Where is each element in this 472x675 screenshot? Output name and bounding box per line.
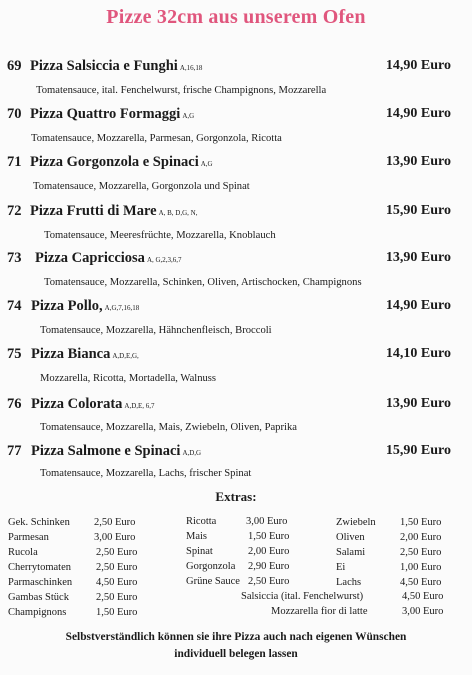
extra-name: Lachs bbox=[336, 577, 362, 588]
extra-name: Mais bbox=[186, 531, 207, 542]
extra-name: Rucola bbox=[8, 547, 38, 558]
extra-name: Oliven bbox=[336, 532, 365, 543]
item-description: Tomatensauce, Mozzarella, Lachs, frischer Spinat bbox=[40, 468, 252, 479]
menu-item-77 bbox=[0, 443, 472, 479]
item-allergens: A,G bbox=[200, 160, 213, 168]
item-price: 14,90 Euro bbox=[385, 58, 451, 73]
item-description: Tomatensauce, ital. Fenchelwurst, frische Champignons, Mozzarella bbox=[36, 85, 327, 96]
item-allergens: A,D,E,G, bbox=[112, 352, 139, 360]
extra-name: Parmaschinken bbox=[8, 577, 73, 588]
extra-price: 2,50 Euro bbox=[400, 547, 442, 558]
extra-name: Parmesan bbox=[8, 532, 49, 543]
extra-name: Gek. Schinken bbox=[8, 517, 70, 528]
item-number: 76 bbox=[7, 396, 22, 412]
item-price: 14,10 Euro bbox=[385, 346, 451, 361]
item-price: 13,90 Euro bbox=[385, 154, 451, 169]
item-allergens: A, B, D,G, N, bbox=[158, 209, 198, 217]
item-name: Pizza Salsiccia e Funghi A,16,18 bbox=[30, 58, 203, 74]
item-name: Pizza Frutti di Mare A, B, D,G, N, bbox=[30, 203, 198, 219]
item-price: 13,90 Euro bbox=[385, 396, 451, 411]
extra-name: Mozzarella fior di latte bbox=[271, 606, 368, 617]
menu-item-72 bbox=[0, 203, 472, 241]
extra-name: Ricotta bbox=[186, 516, 217, 527]
item-allergens: A,G bbox=[182, 112, 195, 120]
menu-item-69 bbox=[0, 58, 472, 96]
item-description: Tomatensauce, Mozzarella, Parmesan, Gorgonzola, Ricotta bbox=[31, 133, 282, 144]
extras-title: Extras: bbox=[215, 489, 257, 504]
item-description: Tomatensauce, Mozzarella, Gorgonzola und Spinat bbox=[33, 181, 250, 192]
extra-price: 3,00 Euro bbox=[94, 532, 136, 543]
menu-title: Pizze 32cm aus unserem Ofen bbox=[106, 6, 366, 28]
item-name: Pizza Salmone e Spinaci A,D,G bbox=[31, 443, 202, 459]
item-description: Mozzarella, Ricotta, Mortadella, Walnuss bbox=[40, 373, 217, 384]
menu-item-73 bbox=[0, 250, 472, 288]
extra-name: Cherrytomaten bbox=[8, 562, 71, 573]
extra-price: 2,50 Euro bbox=[96, 562, 138, 573]
menu-item-76 bbox=[0, 396, 472, 433]
item-number: 71 bbox=[7, 154, 22, 170]
item-allergens: A,D,G bbox=[182, 449, 202, 457]
item-number: 75 bbox=[7, 346, 22, 362]
extra-price: 3,00 Euro bbox=[402, 606, 444, 617]
footer-line-1: Selbstverständlich können sie ihre Pizza auch nach eigenen Wünschen bbox=[65, 631, 407, 643]
extra-price: 2,00 Euro bbox=[248, 546, 290, 557]
extra-name: Ei bbox=[336, 562, 346, 573]
extra-price: 2,90 Euro bbox=[248, 561, 290, 572]
custom-pizza-note bbox=[0, 629, 472, 663]
menu-item-74 bbox=[0, 298, 472, 336]
item-allergens: A,16,18 bbox=[179, 64, 203, 72]
item-name: Pizza Capricciosa A, G,2,3,6,7 bbox=[35, 250, 182, 266]
extra-name: Gambas Stück bbox=[8, 592, 69, 603]
extra-name: Spinat bbox=[186, 546, 213, 557]
extra-name: Gorgonzola bbox=[186, 561, 236, 572]
item-name: Pizza Quattro Formaggi A,G bbox=[30, 106, 195, 122]
extra-price: 3,00 Euro bbox=[246, 516, 288, 527]
extra-price: 1,50 Euro bbox=[400, 517, 442, 528]
item-allergens: A, G,2,3,6,7 bbox=[146, 256, 182, 264]
extra-price: 2,50 Euro bbox=[248, 576, 290, 587]
extra-price: 1,50 Euro bbox=[248, 531, 290, 542]
item-description: Tomatensauce, Mozzarella, Mais, Zwiebeln, Oliven, Paprika bbox=[40, 422, 297, 433]
item-number: 74 bbox=[7, 298, 22, 314]
item-number: 73 bbox=[7, 250, 22, 266]
item-name: Pizza Colorata A,D,E, 6,7 bbox=[31, 396, 155, 412]
extra-name: Salami bbox=[336, 547, 366, 558]
extra-price: 2,50 Euro bbox=[96, 592, 138, 603]
item-price: 14,90 Euro bbox=[385, 298, 451, 313]
item-price: 14,90 Euro bbox=[385, 106, 451, 121]
item-name: Pizza Bianca A,D,E,G, bbox=[31, 346, 139, 362]
item-allergens: A,D,E, 6,7 bbox=[124, 402, 155, 410]
extra-name: Zwiebeln bbox=[336, 517, 376, 528]
extra-name: Salsiccia (ital. Fenchelwurst) bbox=[241, 591, 364, 602]
extra-name: Grüne Sauce bbox=[186, 576, 240, 587]
extra-price: 2,00 Euro bbox=[400, 532, 442, 543]
extra-price: 4,50 Euro bbox=[400, 577, 442, 588]
footer-line-2: individuell belegen lassen bbox=[174, 648, 298, 660]
item-number: 77 bbox=[7, 443, 22, 459]
item-price: 15,90 Euro bbox=[385, 443, 451, 458]
menu-item-75 bbox=[0, 346, 472, 384]
extra-price: 1,50 Euro bbox=[96, 607, 138, 618]
extra-price: 2,50 Euro bbox=[96, 547, 138, 558]
item-name: Pizza Gorgonzola e Spinaci A,G bbox=[30, 154, 213, 170]
item-price: 15,90 Euro bbox=[385, 203, 451, 218]
item-name: Pizza Pollo, A,G,7,16,18 bbox=[31, 298, 140, 314]
item-allergens: A,G,7,16,18 bbox=[104, 304, 140, 312]
item-number: 72 bbox=[7, 203, 22, 219]
menu-item-70 bbox=[0, 106, 472, 144]
menu-item-71 bbox=[0, 154, 472, 192]
item-description: Tomatensauce, Mozzarella, Hähnchenfleisch, Broccoli bbox=[40, 325, 272, 336]
item-price: 13,90 Euro bbox=[385, 250, 451, 265]
extra-price: 4,50 Euro bbox=[402, 591, 444, 602]
item-description: Tomatensauce, Mozzarella, Schinken, Oliven, Artischocken, Champignons bbox=[44, 277, 362, 288]
extra-price: 2,50 Euro bbox=[94, 517, 136, 528]
extra-price: 1,00 Euro bbox=[400, 562, 442, 573]
extra-price: 4,50 Euro bbox=[96, 577, 138, 588]
item-number: 69 bbox=[7, 58, 22, 74]
item-number: 70 bbox=[7, 106, 22, 122]
extra-name: Champignons bbox=[8, 607, 67, 618]
item-description: Tomatensauce, Meeresfrüchte, Mozzarella, Knoblauch bbox=[44, 230, 276, 241]
